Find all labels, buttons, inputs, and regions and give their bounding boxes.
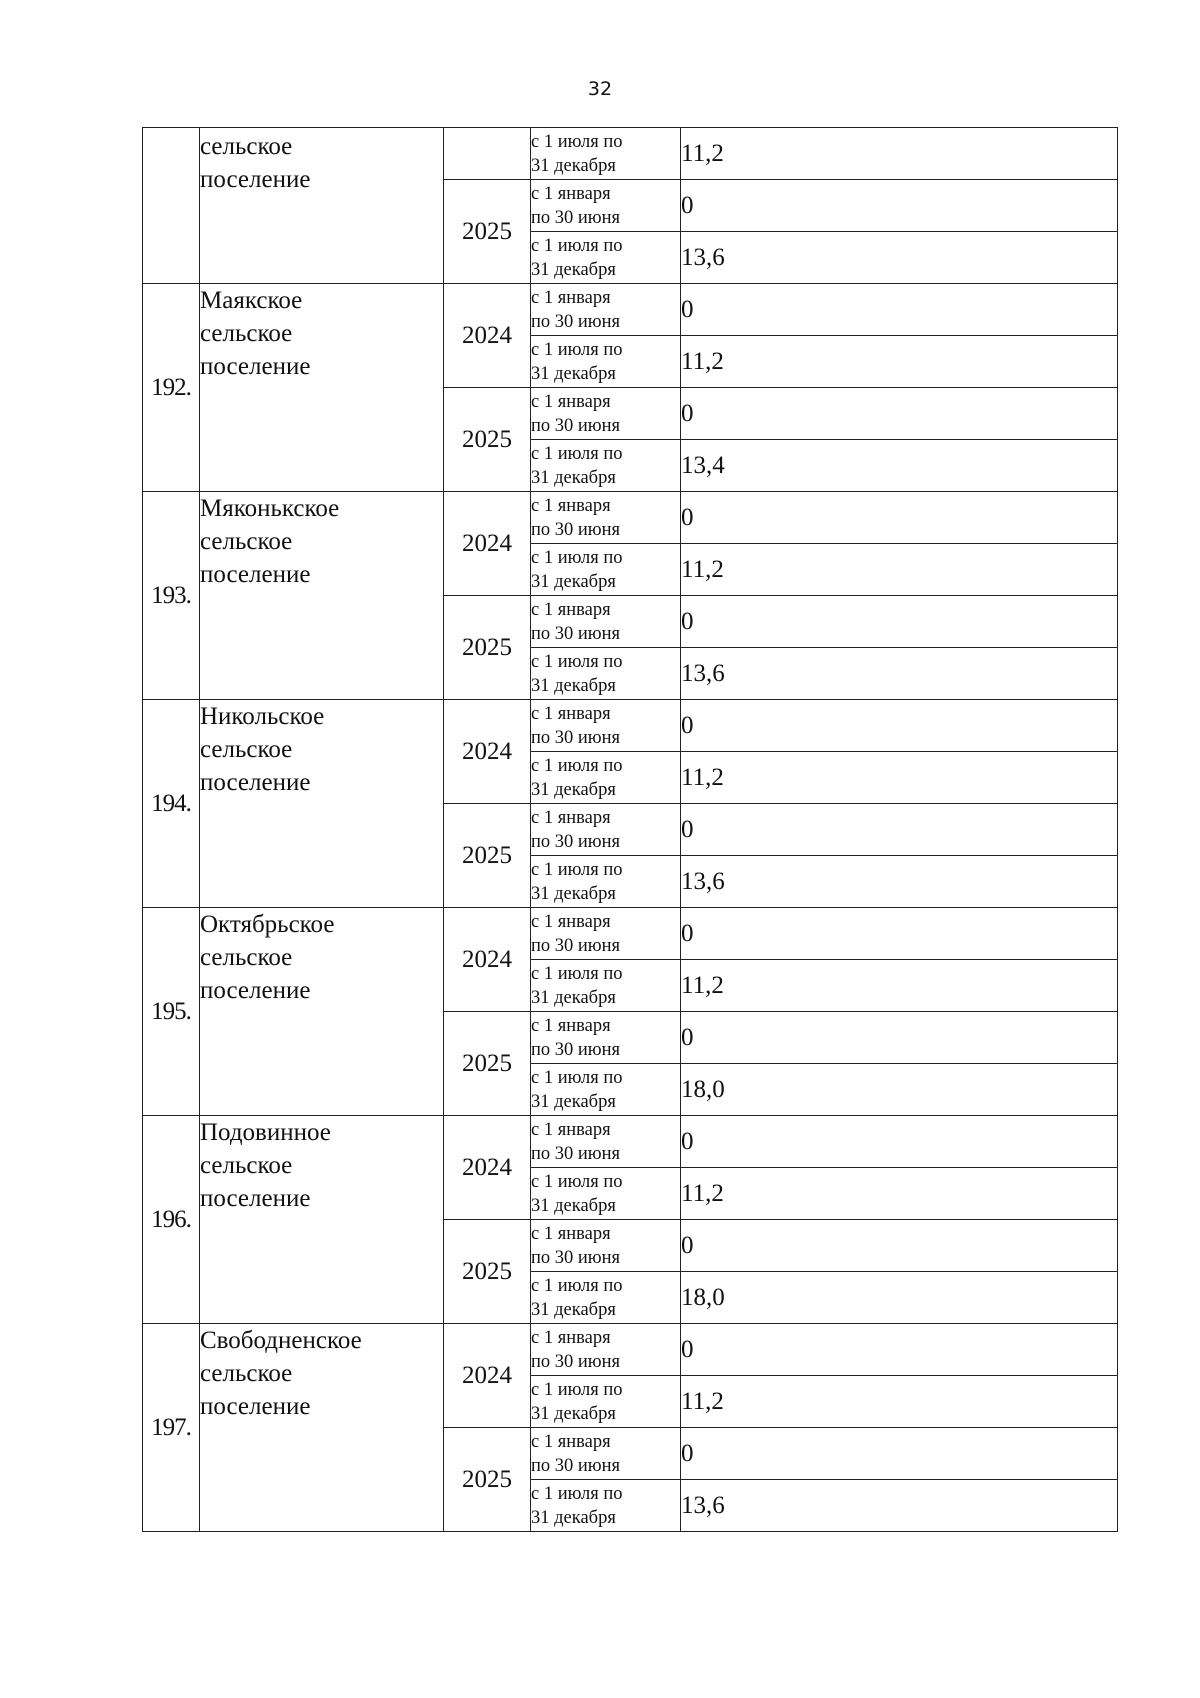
name-line: Маякское xyxy=(200,287,303,314)
period-line: с 1 июля по xyxy=(531,131,623,152)
value-cell: 0 xyxy=(681,492,1118,544)
value-cell: 0 xyxy=(681,388,1118,440)
value-cell: 0 xyxy=(681,596,1118,648)
value-cell: 11,2 xyxy=(681,752,1118,804)
period-cell xyxy=(531,1428,681,1480)
period-cell xyxy=(531,1220,681,1272)
name-line: сельское xyxy=(200,944,293,971)
name-line: поселение xyxy=(200,769,311,796)
period-line: с 1 января xyxy=(531,1119,611,1140)
value-cell: 0 xyxy=(681,1428,1118,1480)
period-line: по 30 июня xyxy=(531,1455,621,1476)
period-line: по 30 июня xyxy=(531,1351,621,1372)
period-line: с 1 января xyxy=(531,1015,611,1036)
period-line: с 1 июля по xyxy=(531,1275,623,1296)
period-line: 31 декабря xyxy=(531,675,616,696)
period-line: по 30 июня xyxy=(531,1247,621,1268)
settlement-name-cell xyxy=(200,128,444,284)
period-line: с 1 июля по xyxy=(531,1067,623,1088)
value-cell: 0 xyxy=(681,700,1118,752)
period-cell xyxy=(531,1324,681,1376)
settlement-name-cell xyxy=(200,284,444,492)
period-cell xyxy=(531,804,681,856)
period-line: с 1 января xyxy=(531,287,611,308)
period-line: с 1 июля по xyxy=(531,963,623,984)
year-cell: 2025 xyxy=(444,804,531,908)
value-cell: 11,2 xyxy=(681,960,1118,1012)
row-number-cell: 193. xyxy=(143,492,200,700)
name-line: сельское xyxy=(200,1152,293,1179)
period-line: по 30 июня xyxy=(531,1039,621,1060)
value-cell: 13,6 xyxy=(681,856,1118,908)
period-line: с 1 января xyxy=(531,1431,611,1452)
table-row xyxy=(143,1324,1118,1376)
table-row xyxy=(143,908,1118,960)
name-line: сельское xyxy=(200,133,293,160)
period-line: с 1 января xyxy=(531,1223,611,1244)
year-cell: 2024 xyxy=(444,700,531,804)
period-line: 31 декабря xyxy=(531,155,616,176)
period-line: по 30 июня xyxy=(531,415,621,436)
name-line: сельское xyxy=(200,528,293,555)
name-line: Мяконькское xyxy=(200,495,340,522)
period-cell xyxy=(531,492,681,544)
period-line: 31 декабря xyxy=(531,1299,616,1320)
value-cell: 13,6 xyxy=(681,1480,1118,1532)
period-cell xyxy=(531,960,681,1012)
value-cell: 0 xyxy=(681,1220,1118,1272)
period-cell xyxy=(531,440,681,492)
period-line: по 30 июня xyxy=(531,1143,621,1164)
year-cell: 2024 xyxy=(444,284,531,388)
period-line: с 1 июля по xyxy=(531,651,623,672)
year-cell: 2025 xyxy=(444,180,531,284)
period-cell xyxy=(531,856,681,908)
period-line: по 30 июня xyxy=(531,727,621,748)
period-line: с 1 июля по xyxy=(531,1379,623,1400)
year-cell: 2025 xyxy=(444,1428,531,1532)
value-cell: 0 xyxy=(681,1324,1118,1376)
name-line: сельское xyxy=(200,1360,293,1387)
table-row xyxy=(143,284,1118,336)
value-cell: 13,6 xyxy=(681,648,1118,700)
period-line: 31 декабря xyxy=(531,1403,616,1424)
value-cell: 11,2 xyxy=(681,544,1118,596)
period-line: с 1 июля по xyxy=(531,235,623,256)
period-line: с 1 июля по xyxy=(531,443,623,464)
period-cell xyxy=(531,544,681,596)
value-cell: 18,0 xyxy=(681,1064,1118,1116)
period-cell xyxy=(531,1064,681,1116)
year-cell: 2025 xyxy=(444,388,531,492)
table-row xyxy=(143,128,1118,180)
page-number: 32 xyxy=(587,78,613,100)
period-line: 31 декабря xyxy=(531,1195,616,1216)
period-line: 31 декабря xyxy=(531,779,616,800)
value-cell: 11,2 xyxy=(681,128,1118,180)
period-line: с 1 июля по xyxy=(531,547,623,568)
name-line: Подовинное xyxy=(200,1119,331,1146)
period-line: по 30 июня xyxy=(531,935,621,956)
row-number-cell: 192. xyxy=(143,284,200,492)
period-cell xyxy=(531,1272,681,1324)
period-cell xyxy=(531,648,681,700)
settlement-name-cell xyxy=(200,700,444,908)
period-cell xyxy=(531,908,681,960)
period-line: с 1 июля по xyxy=(531,1171,623,1192)
value-cell: 13,6 xyxy=(681,232,1118,284)
period-line: с 1 января xyxy=(531,183,611,204)
value-cell: 11,2 xyxy=(681,1376,1118,1428)
row-number-cell: 196. xyxy=(143,1116,200,1324)
period-cell xyxy=(531,1116,681,1168)
name-line: поселение xyxy=(200,1393,311,1420)
period-line: 31 декабря xyxy=(531,883,616,904)
period-cell xyxy=(531,1012,681,1064)
period-cell xyxy=(531,128,681,180)
table-row xyxy=(143,1116,1118,1168)
name-line: Октябрьское xyxy=(200,911,335,938)
period-line: с 1 января xyxy=(531,391,611,412)
period-line: с 1 июля по xyxy=(531,1483,623,1504)
period-line: 31 декабря xyxy=(531,467,616,488)
row-number-cell: 197. xyxy=(143,1324,200,1532)
row-number-cell xyxy=(143,128,200,284)
row-number-cell: 194. xyxy=(143,700,200,908)
name-line: поселение xyxy=(200,353,311,380)
year-cell: 2024 xyxy=(444,1324,531,1428)
period-line: 31 декабря xyxy=(531,259,616,280)
period-cell xyxy=(531,232,681,284)
tariff-table-body xyxy=(143,128,1118,1532)
settlement-name-cell xyxy=(200,1324,444,1532)
period-line: 31 декабря xyxy=(531,571,616,592)
period-line: по 30 июня xyxy=(531,831,621,852)
period-cell xyxy=(531,336,681,388)
period-cell xyxy=(531,700,681,752)
year-cell: 2025 xyxy=(444,596,531,700)
name-line: поселение xyxy=(200,166,311,193)
period-line: 31 декабря xyxy=(531,987,616,1008)
period-line: с 1 июля по xyxy=(531,755,623,776)
value-cell: 13,4 xyxy=(681,440,1118,492)
value-cell: 0 xyxy=(681,804,1118,856)
period-cell xyxy=(531,284,681,336)
period-line: с 1 января xyxy=(531,1327,611,1348)
row-number-cell: 195. xyxy=(143,908,200,1116)
value-cell: 0 xyxy=(681,1012,1118,1064)
value-cell: 11,2 xyxy=(681,336,1118,388)
period-cell xyxy=(531,1168,681,1220)
period-line: с 1 января xyxy=(531,703,611,724)
name-line: поселение xyxy=(200,977,311,1004)
period-line: с 1 января xyxy=(531,599,611,620)
period-cell xyxy=(531,596,681,648)
period-cell xyxy=(531,180,681,232)
period-line: с 1 июля по xyxy=(531,859,623,880)
period-line: с 1 июля по xyxy=(531,339,623,360)
period-cell xyxy=(531,752,681,804)
settlement-name-cell xyxy=(200,908,444,1116)
period-line: с 1 января xyxy=(531,911,611,932)
table-row xyxy=(143,492,1118,544)
tariff-table xyxy=(142,127,1118,1532)
table-row xyxy=(143,700,1118,752)
value-cell: 11,2 xyxy=(681,1168,1118,1220)
period-line: с 1 января xyxy=(531,495,611,516)
value-cell: 0 xyxy=(681,908,1118,960)
value-cell: 0 xyxy=(681,284,1118,336)
year-cell: 2024 xyxy=(444,908,531,1012)
period-cell xyxy=(531,1376,681,1428)
year-cell: 2025 xyxy=(444,1012,531,1116)
period-line: по 30 июня xyxy=(531,519,621,540)
year-cell: 2024 xyxy=(444,1116,531,1220)
value-cell: 0 xyxy=(681,1116,1118,1168)
value-cell: 0 xyxy=(681,180,1118,232)
settlement-name-cell xyxy=(200,492,444,700)
period-cell xyxy=(531,1480,681,1532)
period-cell xyxy=(531,388,681,440)
period-line: по 30 июня xyxy=(531,311,621,332)
period-line: 31 декабря xyxy=(531,1507,616,1528)
period-line: по 30 июня xyxy=(531,623,621,644)
name-line: сельское xyxy=(200,320,293,347)
year-cell: 2025 xyxy=(444,1220,531,1324)
settlement-name-cell xyxy=(200,1116,444,1324)
name-line: Никольское xyxy=(200,703,325,730)
year-cell xyxy=(444,128,531,180)
value-cell: 18,0 xyxy=(681,1272,1118,1324)
period-line: с 1 января xyxy=(531,807,611,828)
name-line: Свободненское xyxy=(200,1327,362,1354)
name-line: поселение xyxy=(200,561,311,588)
period-line: по 30 июня xyxy=(531,207,621,228)
name-line: поселение xyxy=(200,1185,311,1212)
period-line: 31 декабря xyxy=(531,1091,616,1112)
period-line: 31 декабря xyxy=(531,363,616,384)
year-cell: 2024 xyxy=(444,492,531,596)
name-line: сельское xyxy=(200,736,293,763)
